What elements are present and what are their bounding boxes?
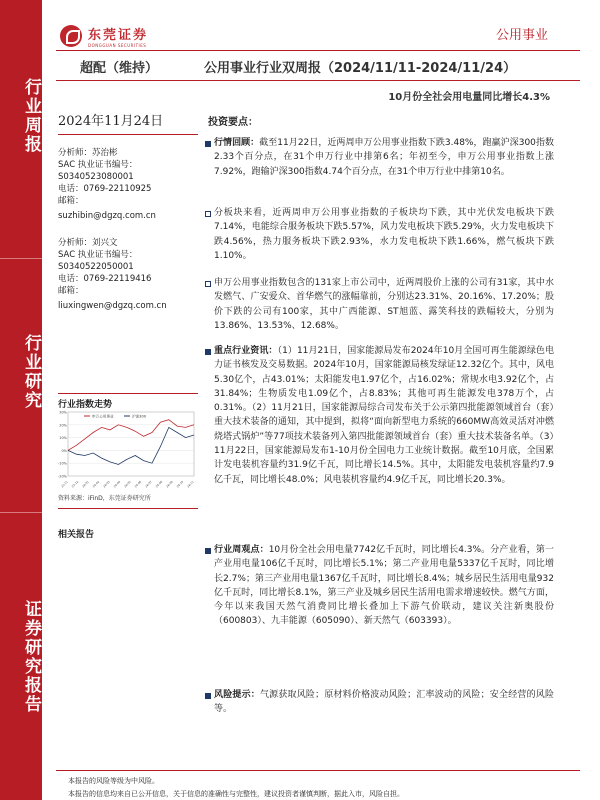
analyst-card	[58, 237, 198, 312]
industry-label: 公用事业	[495, 28, 548, 43]
analyst-email[interactable]: suzhibin@dgzq.com.cn	[58, 211, 156, 221]
point-lead: 行情回顾：	[214, 138, 260, 148]
chart-x-tick: 24-01	[81, 479, 90, 489]
bullet-icon	[205, 349, 211, 355]
analyst-email[interactable]: liuxingwen@dgzq.com.cn	[58, 301, 167, 311]
logo-icon	[60, 25, 82, 47]
analyst-email-label: 邮箱：	[58, 286, 84, 296]
analyst-card	[58, 147, 198, 222]
footer-rule	[56, 770, 580, 771]
bullet-icon	[205, 141, 211, 147]
logo-text: 东莞证券	[88, 28, 149, 43]
key-point	[214, 344, 554, 487]
chart-frame	[68, 412, 194, 476]
bullet-icon	[205, 693, 211, 699]
report-title: 公用事业行业双周报（2024/11/11-2024/11/24）	[204, 61, 517, 76]
point-text: 申万公用事业指数包含的131家上市公司中，近两周股价上涨的公司有31家，其中水发燃气、广安爱众、首华燃气的涨幅靠前，分别达23.31%、20.16%、17.20%；股价下跌的公司有100家，其中广西能源、ST旭蓝、露笑科技的跌幅较大，分别为13.86%、13.53%、12.68%。	[214, 278, 554, 331]
report-subtitle: 10月份全社会用电量同比增长4.3%	[388, 92, 550, 103]
chart-x-tick: 24-05	[123, 479, 132, 489]
analyst-cert-label: SAC 执业证书编号：	[58, 250, 138, 260]
sidebar	[0, 0, 42, 800]
chart-y-tick: 0%	[61, 448, 67, 453]
key-point	[214, 136, 554, 179]
analyst-cert: S0340523080001	[58, 172, 134, 182]
chart-y-tick: 20%	[59, 423, 67, 428]
point-text: 10月份全社会用电量7742亿千瓦时，同比增长4.3%。分产业看，第一产业用电量106亿千瓦时，同比增长5.1%；第二产业用电量5337亿千瓦时，同比增长2.7%；第三产业用电量1367亿千瓦时，同比增长8.4%；城乡居民生活用电量932亿千瓦时，同比增长8.1%，第三产业及城乡居民生活用电需求增速较快。燃气方面，今年以来我国天然气消费同比增长叠加上下游气价联动，建议关注新奥股份（600803）、九丰能源（605090）、新天然气（603393）。	[214, 545, 554, 627]
chart-x-tick: 24-10	[175, 479, 185, 489]
key-point	[214, 543, 554, 629]
date-rule	[58, 134, 198, 135]
point-lead: 行业周观点：	[214, 545, 269, 555]
chart-x-tick: 23-11	[60, 479, 69, 489]
analyst-cert-label: SAC 执业证书编号：	[58, 160, 138, 170]
title-row	[56, 52, 580, 82]
bullet-icon	[205, 548, 211, 554]
analyst-phone: 电话：0769-22119416	[58, 274, 152, 284]
sidebar-divider	[0, 258, 42, 259]
analyst-name: 分析师：刘兴文	[58, 238, 118, 248]
key-point	[214, 688, 554, 717]
company-logo	[60, 22, 148, 50]
key-point	[214, 276, 554, 333]
point-text: （1）11月21日，国家能源局发布2024年10月全国可再生能源绿色电力证书核发及交易数据。2024年10月，国家能源局核发绿证12.32亿个。其中，风电5.30亿个，占43.01%；太阳能发电1.97亿个，占16.02%；常规水电3.92亿个，占31.84%；生物质发电1.09亿个，占8.83%；其他可再生能源发电378万个，占0.31%。（2）11月21日，国家能源局综合司发布关于公示第四批能源领域首台（套）重大技术装备的通知，其中提到，拟将“面向新型电力系统的660MW高效灵活对冲燃烧塔式锅炉”等77项技术装备列入第四批能源领域首台（套）重大技术装备名单。（3）11月22日，国家能源局发布1-10月份全国电力工业统计数据。截至10月底，全国累计发电装机容量约31.9亿千瓦，同比增长14.5%。其中，太阳能发电装机容量约7.9亿千瓦，同比增长48.0%；风电装机容量约4.9亿千瓦，同比增长20.3%。	[214, 346, 554, 485]
related-reports-title: 相关报告	[58, 530, 95, 540]
key-point	[214, 206, 554, 263]
analyst-name: 分析师：苏治彬	[58, 148, 118, 158]
chart-source: 资料来源：iFinD，东莞证券研究所	[58, 495, 151, 502]
analyst-cert: S0340522050001	[58, 262, 134, 272]
chart-y-tick: 10%	[59, 436, 67, 441]
header-rule	[56, 50, 580, 51]
sidebar-label-weekly: 行业周报	[21, 78, 41, 154]
chart-rule	[58, 393, 198, 394]
chart-title: 行业指数走势	[58, 400, 113, 410]
chart-legend-label: 沪深300	[132, 414, 147, 419]
bullet-icon	[205, 211, 211, 217]
logo-subtext: DONGGUAN SECURITIES	[88, 43, 147, 48]
chart-y-tick: -10%	[58, 461, 67, 466]
chart-x-tick: 24-03	[102, 479, 111, 489]
chart-x-tick: 24-07	[144, 479, 153, 489]
rating-label: 超配（维持）	[80, 61, 159, 76]
chart-x-tick: 24-11	[186, 479, 195, 489]
chart-x-tick: 24-09	[165, 479, 174, 489]
bullet-icon	[205, 281, 211, 287]
chart-x-tick: 23-12	[70, 479, 80, 489]
sidebar-divider	[0, 512, 42, 513]
point-lead: 重点行业资讯：	[214, 346, 278, 356]
footer-disclaimer: 本报告的信息均来自已公开信息，关于信息的准确性与完整性，建议投资者谨慎判断，据此入市，风险自担。	[68, 790, 404, 798]
chart-x-tick: 24-04	[112, 479, 122, 489]
point-text: 分板块来看，近两周申万公用事业指数的子板块均下跌，其中光伏发电板块下跌7.14%，电能综合服务板块下跌5.57%，风力发电板块下跌5.29%，火力发电板块下跌4.56%，热力服务板块下跌2.93%，水力发电板块下跌1.66%，燃气板块下跌1.10%。	[214, 208, 554, 261]
chart-x-tick: 24-02	[91, 479, 101, 489]
chart-x-tick: 24-08	[154, 479, 164, 489]
chart-x-tick: 24-06	[133, 479, 143, 489]
chart-y-tick: -20%	[58, 474, 67, 479]
key-points-title: 投资要点：	[208, 117, 258, 128]
index-trend-chart	[58, 410, 198, 490]
related-rule	[58, 508, 198, 509]
report-date: 2024年11月24日	[58, 114, 164, 129]
footer-risk-level: 本报告的风险等级为中风险。	[68, 777, 159, 785]
title-rule	[56, 80, 580, 81]
sidebar-label-securities: 证券研究报告	[21, 600, 41, 714]
sidebar-label-research: 行业研究	[21, 334, 41, 410]
point-text: 气源获取风险；原材料价格波动风险；汇率波动的风险；安全经营的风险等。	[214, 690, 554, 715]
chart-legend-label: 申万公用事业	[92, 414, 114, 419]
chart-y-tick: 30%	[59, 410, 67, 415]
point-text: 截至11月22日，近两周申万公用事业指数下跌3.48%，跑赢沪深300指数2.33个百分点，在31个申万行业中排第6名；年初至今，申万公用事业指数上涨7.92%，跑输沪深300指数4.74个百分点，在31个申万行业中排第10名。	[214, 138, 554, 177]
analyst-email-label: 邮箱：	[58, 196, 84, 206]
analyst-phone: 电话：0769-22110925	[58, 184, 152, 194]
point-lead: 风险提示：	[214, 690, 260, 700]
